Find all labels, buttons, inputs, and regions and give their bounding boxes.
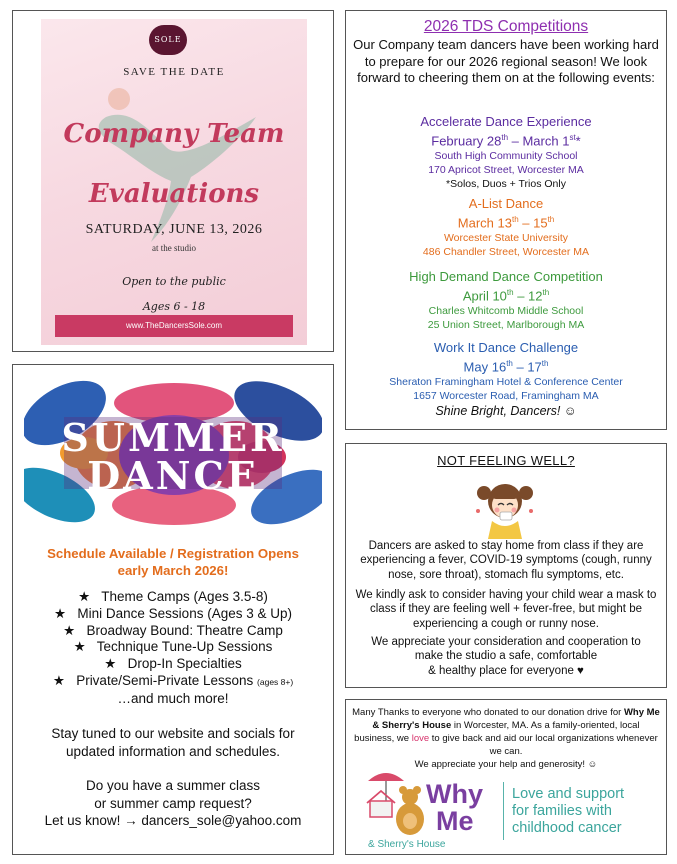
event-name: High Demand Dance Competition — [409, 269, 603, 284]
list-more: …and much more! — [117, 690, 229, 706]
schedule-line-1: Schedule Available / Registration Opens — [47, 546, 299, 561]
event-venue: South High Community School — [434, 150, 578, 163]
summer-request-text: Do you have a summer class or summer camp request? Let us know! → dancers_sole@yahoo.com — [21, 777, 325, 830]
logo-sherrys-house: & Sherry's House — [368, 839, 446, 850]
event-name: Accelerate Dance Experience — [420, 114, 592, 129]
sick-paragraph-3: We appreciate your consideration and cooperation to make the studio a safe, comfortable & healthy place for everyone ♥ — [371, 636, 641, 677]
sick-paragraph-2: We kindly ask to consider having your child wear a mask to class if they are feeling well + fever-free, but might be experiencing a cough or runny nose. — [355, 589, 657, 630]
flyer-script-line2: Evaluations — [88, 179, 260, 209]
contact-email-link[interactable]: Let us know! → dancers_sole@yahoo.com — [44, 813, 302, 828]
star-icon: ★ — [54, 605, 67, 621]
event-date: April 10th – 12th — [462, 288, 550, 304]
list-item: ★ Broadway Bound: Theatre Camp — [63, 622, 283, 638]
event-work-it — [350, 340, 662, 403]
competitions-closing: Shine Bright, Dancers! ☺ — [435, 404, 577, 418]
event-venue: Worcester State University — [443, 232, 569, 245]
umbrella-icon — [368, 773, 404, 781]
event-accelerate — [350, 114, 662, 191]
event-address: 1657 Worcester Road, Framingham MA — [413, 390, 599, 403]
star-icon: ★ — [104, 656, 117, 672]
competitions-intro: Our Company team dancers have been working hard to prepare for our 2026 regional season! We look forward to cheering them on at the following events: — [353, 37, 659, 85]
event-venue: Charles Whitcomb Middle School — [428, 305, 584, 318]
event-high-demand — [350, 269, 662, 332]
flyer-date: SATURDAY, JUNE 13, 2026 — [85, 222, 263, 237]
event-date: March 13th – 15th — [457, 215, 555, 231]
flyer-ages: Ages 6 - 18 — [142, 300, 206, 313]
summer-schedule-heading — [21, 545, 325, 579]
flyer-open-public: Open to the public — [122, 275, 226, 288]
thanks-text: Many Thanks to everyone who donated to our donation drive for Why Me & Sherry's House in Worcester, MA. As a family-oriented, local business, we love to give back and aid our local organizations whenever we can. We appreciate your help and generosity! ☺ — [352, 707, 660, 770]
logo-me: Me — [436, 806, 474, 836]
org-name: Why Me & Sherry's House — [372, 707, 660, 731]
list-item: ★ Technique Tune-Up Sessions — [73, 639, 273, 655]
schedule-line-2: early March 2026! — [117, 563, 229, 578]
event-address: 170 Apricot Street, Worcester MA — [428, 164, 584, 177]
flyer-website: www.TheDancersSole.com — [55, 315, 293, 337]
save-the-date-text: SAVE THE DATE — [123, 66, 225, 78]
event-name: A-List Dance — [468, 196, 544, 211]
event-address: 486 Chandler Street, Worcester MA — [422, 246, 590, 259]
summer-program-list — [21, 589, 325, 708]
star-icon: ★ — [63, 622, 76, 638]
logo-why: Why — [426, 779, 483, 809]
tropical-leaves-icon — [24, 373, 322, 533]
event-name: Work It Dance Challenge — [433, 340, 579, 355]
event-venue: Sheraton Framingham Hotel & Conference Center — [389, 376, 623, 389]
donation-thanks-box — [345, 699, 667, 855]
list-item: ★ Theme Camps (Ages 3.5-8) — [78, 589, 268, 604]
stay-tuned-text: Stay tuned to our website and socials for updated information and schedules. — [51, 726, 295, 759]
why-me-tagline: Love and support for families with childhood cancer — [512, 786, 625, 836]
competitions-box — [345, 10, 667, 430]
banner-word-summer: SUMMER — [61, 415, 285, 460]
lesson-age-note: (ages 8+) — [257, 676, 294, 687]
star-icon: ★ — [73, 639, 86, 655]
list-item: ★ Private/Semi-Private Lessons (ages 8+) — [52, 672, 294, 688]
flyer-script-line1: Company Team — [63, 119, 285, 149]
event-a-list — [350, 196, 662, 259]
star-icon: ★ — [78, 589, 91, 604]
competitions-title: 2026 TDS Competitions — [423, 18, 589, 35]
event-address: 25 Union Street, Marlborough MA — [427, 319, 585, 332]
banner-word-dance: DANCE — [87, 453, 259, 498]
list-item: ★ Mini Dance Sessions (Ages 3 & Up) — [54, 605, 292, 621]
event-note: *Solos, Duos + Trios Only — [446, 178, 566, 191]
flyer-image — [41, 19, 307, 345]
star-icon: ★ — [52, 672, 65, 688]
why-me-logo — [364, 767, 494, 851]
sick-girl-icon — [470, 471, 540, 541]
flyer-location: at the studio — [152, 243, 196, 253]
summer-dance-banner — [24, 373, 322, 533]
dancers-sole-logo: SOLE — [149, 25, 187, 55]
company-team-flyer — [12, 10, 334, 352]
event-date: February 28th – March 1st* — [431, 133, 581, 149]
not-feeling-well-box — [345, 443, 667, 688]
logo-divider — [503, 782, 504, 840]
sick-title: NOT FEELING WELL? — [437, 453, 575, 468]
event-date: May 16th – 17th — [463, 359, 549, 375]
sick-paragraph-1: Dancers are asked to stay home from class if they are experiencing a fever, COVID-19 symptoms (cough, runny nose, sore throat), stomach flu symptoms, etc. — [360, 540, 652, 581]
summer-dance-box — [12, 364, 334, 855]
list-item: ★ Drop-In Specialties — [104, 656, 242, 672]
